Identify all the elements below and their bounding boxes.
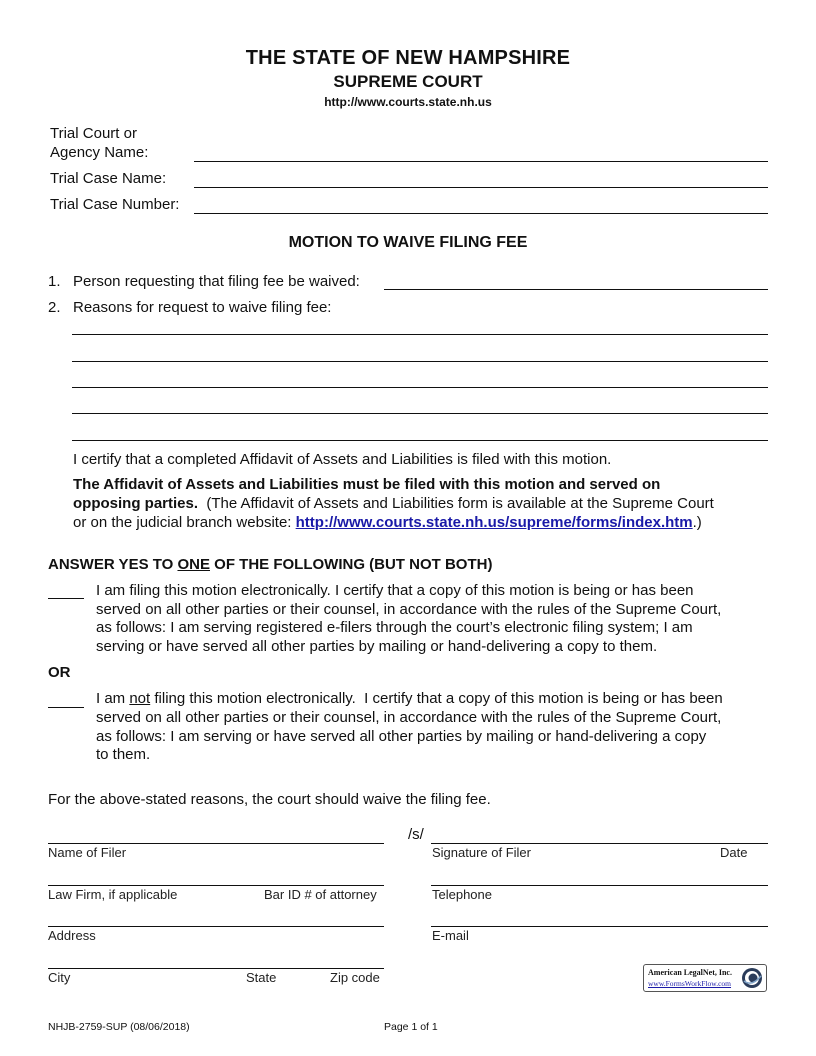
reasons-line-4[interactable] bbox=[72, 413, 768, 414]
zip-label: Zip code bbox=[330, 970, 380, 985]
logo-company: American LegalNet, Inc. bbox=[648, 968, 732, 977]
reasons-line-3[interactable] bbox=[72, 387, 768, 388]
option-2-blank[interactable] bbox=[48, 707, 84, 708]
city-state-zip-field[interactable] bbox=[48, 968, 384, 969]
trial-case-number-label: Trial Case Number: bbox=[50, 196, 180, 213]
address-field[interactable] bbox=[48, 926, 384, 927]
conclusion: For the above-stated reasons, the court should waive the filing fee. bbox=[48, 791, 491, 808]
date-label: Date bbox=[720, 845, 748, 860]
law-firm-field[interactable] bbox=[48, 885, 384, 886]
court-heading: SUPREME COURT bbox=[333, 72, 483, 91]
option-2-line-3: as follows: I am serving or have served all other parties by mailing or hand-delivering a copy bbox=[96, 728, 707, 745]
name-of-filer-label: Name of Filer bbox=[48, 845, 127, 860]
person-requesting-field[interactable] bbox=[384, 289, 768, 290]
trial-court-label-1: Trial Court or bbox=[50, 125, 137, 142]
option-1-line-2: served on all other parties or their counsel, in accordance with the rules of the Supreme Court, bbox=[96, 601, 722, 618]
form-id: NHJB-2759-SUP (08/06/2018) bbox=[48, 1021, 190, 1033]
option-2-line-1a: I am bbox=[96, 690, 130, 707]
trial-case-number-field[interactable] bbox=[194, 213, 768, 214]
signature-label: Signature of Filer bbox=[432, 845, 531, 860]
logo-url: www.FormsWorkFlow.com bbox=[648, 979, 732, 988]
formsworkflow-logo[interactable] bbox=[643, 964, 767, 992]
answer-heading-b: OF THE FOLLOWING (BUT NOT BOTH) bbox=[210, 556, 493, 573]
s-mark: /s/ bbox=[408, 826, 424, 843]
item-2-label: Reasons for request to waive filing fee: bbox=[73, 299, 332, 316]
item-1-label: Person requesting that filing fee be waived: bbox=[73, 273, 360, 290]
form-title: MOTION TO WAIVE FILING FEE bbox=[288, 234, 528, 251]
globe-icon bbox=[741, 967, 763, 989]
bar-id-label: Bar ID # of attorney bbox=[264, 887, 377, 902]
item-2-number: 2. bbox=[48, 299, 61, 316]
telephone-label: Telephone bbox=[432, 887, 492, 902]
option-1-line-3: as follows: I am serving registered e-filers through the court’s electronic filing system; I am bbox=[96, 619, 693, 636]
court-url: http://www.courts.state.nh.us bbox=[324, 95, 492, 109]
answer-heading-a: ANSWER YES TO bbox=[48, 556, 178, 573]
affidavit-notice-bold: opposing parties. bbox=[73, 495, 199, 512]
forms-link[interactable]: http://www.courts.state.nh.us/supreme/forms/index.htm bbox=[295, 514, 693, 531]
affidavit-notice-line-1: The Affidavit of Assets and Liabilities must be filed with this motion and served on bbox=[73, 476, 661, 493]
reasons-line-2[interactable] bbox=[72, 361, 768, 362]
answer-heading-one: ONE bbox=[177, 556, 210, 573]
website-suffix: .) bbox=[692, 514, 702, 531]
email-field[interactable] bbox=[431, 926, 768, 927]
state-label: State bbox=[246, 970, 277, 985]
option-2-line-1b: filing this motion electronically. I certify that a copy of this motion is being or has been bbox=[150, 690, 723, 707]
answer-heading bbox=[48, 555, 492, 574]
option-2-line-1 bbox=[96, 689, 723, 708]
website-prefix: or on the judicial branch website: bbox=[73, 514, 296, 531]
trial-court-field[interactable] bbox=[194, 161, 768, 162]
trial-case-name-label: Trial Case Name: bbox=[50, 170, 167, 187]
signature-field[interactable] bbox=[431, 843, 768, 844]
trial-case-name-field[interactable] bbox=[194, 187, 768, 188]
item-1-number: 1. bbox=[48, 273, 61, 290]
certify-statement: I certify that a completed Affidavit of Assets and Liabilities is filed with this motion. bbox=[73, 451, 612, 468]
name-of-filer-field[interactable] bbox=[48, 843, 384, 844]
option-1-line-1: I am filing this motion electronically. I certify that a copy of this motion is being or has been bbox=[96, 582, 694, 599]
or-label: OR bbox=[48, 664, 71, 681]
option-2-line-4: to them. bbox=[96, 746, 151, 763]
option-2-not: not bbox=[129, 690, 151, 707]
affidavit-notice-line-2 bbox=[73, 494, 714, 513]
telephone-field[interactable] bbox=[431, 885, 768, 886]
reasons-line-1[interactable] bbox=[72, 334, 768, 335]
option-1-line-4: serving or have served all other parties by mailing or hand-delivering a copy to them. bbox=[96, 638, 658, 655]
affidavit-notice-rest: (The Affidavit of Assets and Liabilities form is available at the Supreme Court bbox=[198, 495, 714, 512]
state-heading: THE STATE OF NEW HAMPSHIRE bbox=[245, 47, 571, 69]
page-number: Page 1 of 1 bbox=[384, 1021, 438, 1033]
email-label: E-mail bbox=[432, 928, 469, 943]
trial-court-label-2: Agency Name: bbox=[50, 144, 149, 161]
address-label: Address bbox=[48, 928, 96, 943]
reasons-line-5[interactable] bbox=[72, 440, 768, 441]
city-label: City bbox=[48, 970, 71, 985]
option-1-blank[interactable] bbox=[48, 598, 84, 599]
option-2-line-2: served on all other parties or their counsel, in accordance with the rules of the Supreme Court, bbox=[96, 709, 722, 726]
affidavit-notice-line-3 bbox=[73, 513, 702, 532]
law-firm-label: Law Firm, if applicable bbox=[48, 887, 178, 902]
